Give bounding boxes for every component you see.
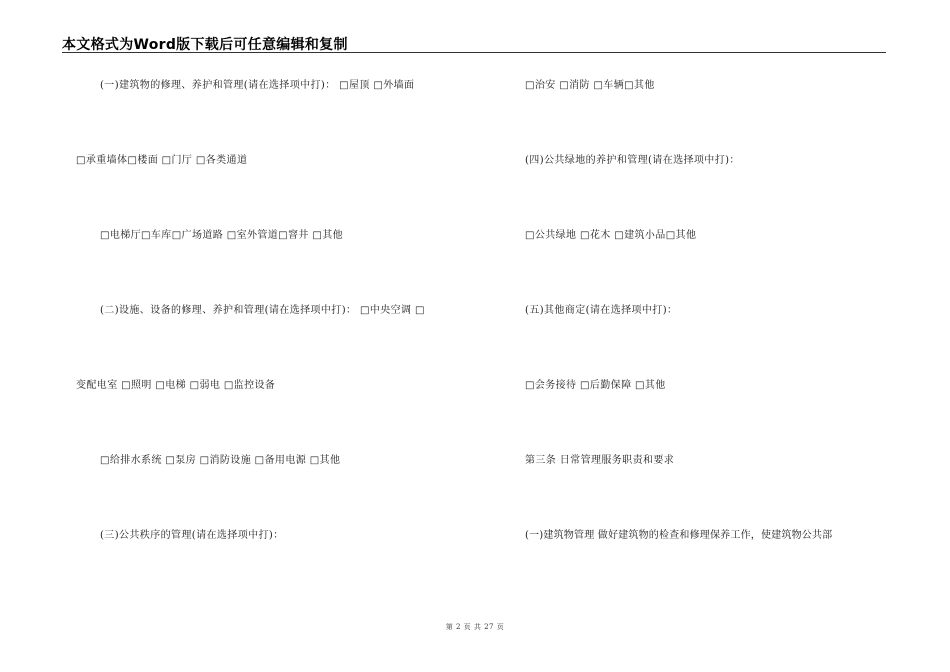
- right-line-1: □治安 □消防 □车辆□其他: [525, 80, 655, 91]
- left-line-7: (三)公共秩序的管理(请在选择项中打)：: [100, 530, 284, 541]
- left-line-4: (二)设施、设备的修理、养护和管理(请在选择项中打)： □中央空调 □: [100, 305, 425, 316]
- left-line-3: □电梯厅□车库□广场道路 □室外管道□窨井 □其他: [100, 230, 344, 241]
- right-line-7: (一)建筑物管理 做好建筑物的检查和修理保养工作，使建筑物公共部: [525, 530, 833, 541]
- header-divider: [62, 52, 886, 53]
- left-line-6: □给排水系统 □泵房 □消防设施 □备用电源 □其他: [100, 455, 341, 466]
- left-line-5: 变配电室 □照明 □电梯 □弱电 □监控设备: [76, 380, 276, 391]
- page-number-footer: 第 2 页 共 27 页: [445, 623, 505, 631]
- right-line-3: □公共绿地 □花木 □建筑小品□其他: [525, 230, 697, 241]
- right-line-6: 第三条 日常管理服务职责和要求: [525, 455, 675, 466]
- right-line-5: □会务接待 □后勤保障 □其他: [525, 380, 666, 391]
- left-line-1: (一)建筑物的修理、养护和管理(请在选择项中打)： □屋顶 □外墙面: [100, 80, 415, 91]
- document-header-title: 本文格式为Word版下载后可任意编辑和复制: [62, 37, 348, 53]
- left-line-2: □承重墙体□楼面 □门厅 □各类通道: [76, 155, 248, 166]
- right-line-2: (四)公共绿地的养护和管理(请在选择项中打)：: [525, 155, 740, 166]
- right-line-4: (五)其他商定(请在选择项中打)：: [525, 305, 678, 316]
